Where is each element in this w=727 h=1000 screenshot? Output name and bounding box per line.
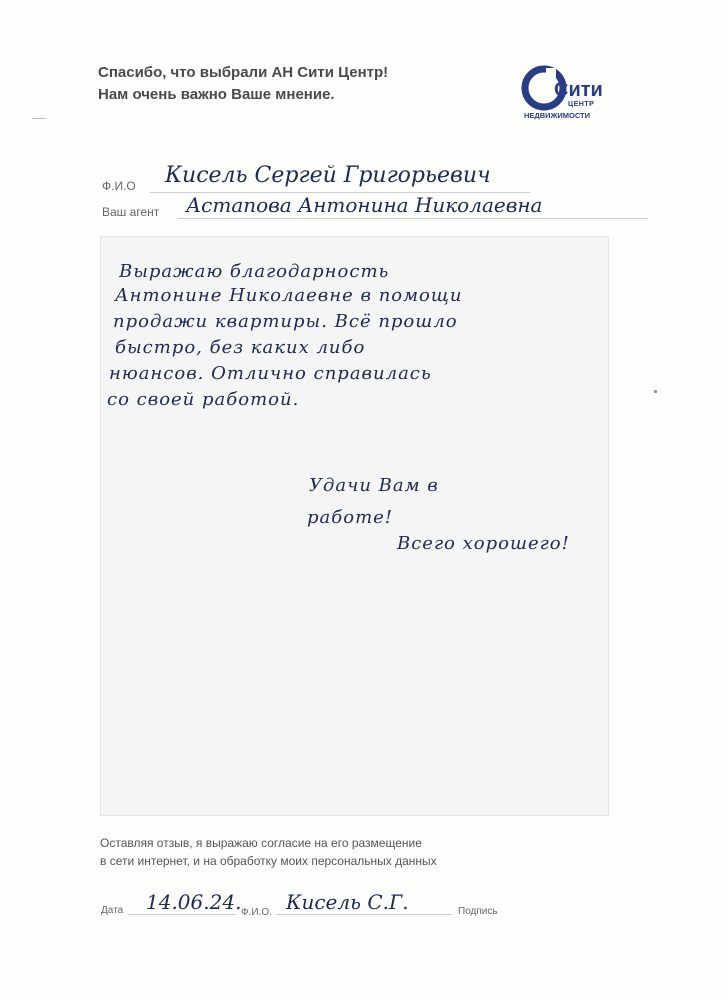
agent-label: Ваш агент: [102, 205, 160, 219]
header-text: [98, 62, 388, 106]
logo-tagline: НЕДВИЖИМОСТИ: [524, 111, 591, 120]
closing-line-2: работе!: [307, 507, 394, 528]
closing-line-1: Удачи Вам в: [309, 475, 439, 496]
logo-mark: [520, 64, 616, 122]
footer-fio-value: Кисель С.Г.: [286, 890, 409, 914]
date-underline: [128, 914, 236, 915]
logo-brand-word: Сити: [554, 79, 603, 101]
date-value: 14.06.24.: [146, 890, 242, 914]
review-line-1: Выражаю благодарность: [119, 261, 390, 282]
review-line-5: нюансов. Отлично справилась: [109, 363, 432, 384]
header-line-2: Нам очень важно Ваше мнение.: [98, 86, 335, 103]
fio-label: Ф.И.О: [102, 179, 136, 193]
scan-dot: [654, 390, 657, 393]
review-line-3: продажи квартиры. Всё прошло: [113, 311, 458, 332]
review-box: [100, 236, 609, 816]
company-logo: [520, 64, 616, 122]
footer-fio-label: Ф.И.О.: [241, 907, 272, 918]
footer-fio-underline: [276, 914, 452, 915]
consent-text: [100, 834, 437, 870]
scan-mark: [32, 118, 46, 119]
signature-label: Подпись: [458, 906, 498, 917]
fio-value: Кисель Сергей Григорьевич: [165, 163, 491, 188]
agent-underline: [178, 218, 648, 219]
review-line-2: Антонине Николаевне в помощи: [115, 285, 463, 306]
logo-sub-word: ЦЕНТР: [568, 101, 595, 108]
closing-line-3: Всего хорошего!: [397, 533, 570, 554]
review-line-6: со своей работой.: [107, 389, 300, 410]
date-label: Дата: [101, 905, 124, 916]
review-line-4: быстро, без каких либо: [115, 337, 366, 358]
header-line-1: Спасибо, что выбрали АН Сити Центр!: [98, 64, 389, 81]
consent-line-1: Оставляя отзыв, я выражаю согласие на его размещение: [100, 836, 422, 850]
agent-value: Астапова Антонина Николаевна: [186, 193, 543, 217]
consent-line-2: в сети интернет, и на обработку моих персональных данных: [100, 854, 437, 868]
